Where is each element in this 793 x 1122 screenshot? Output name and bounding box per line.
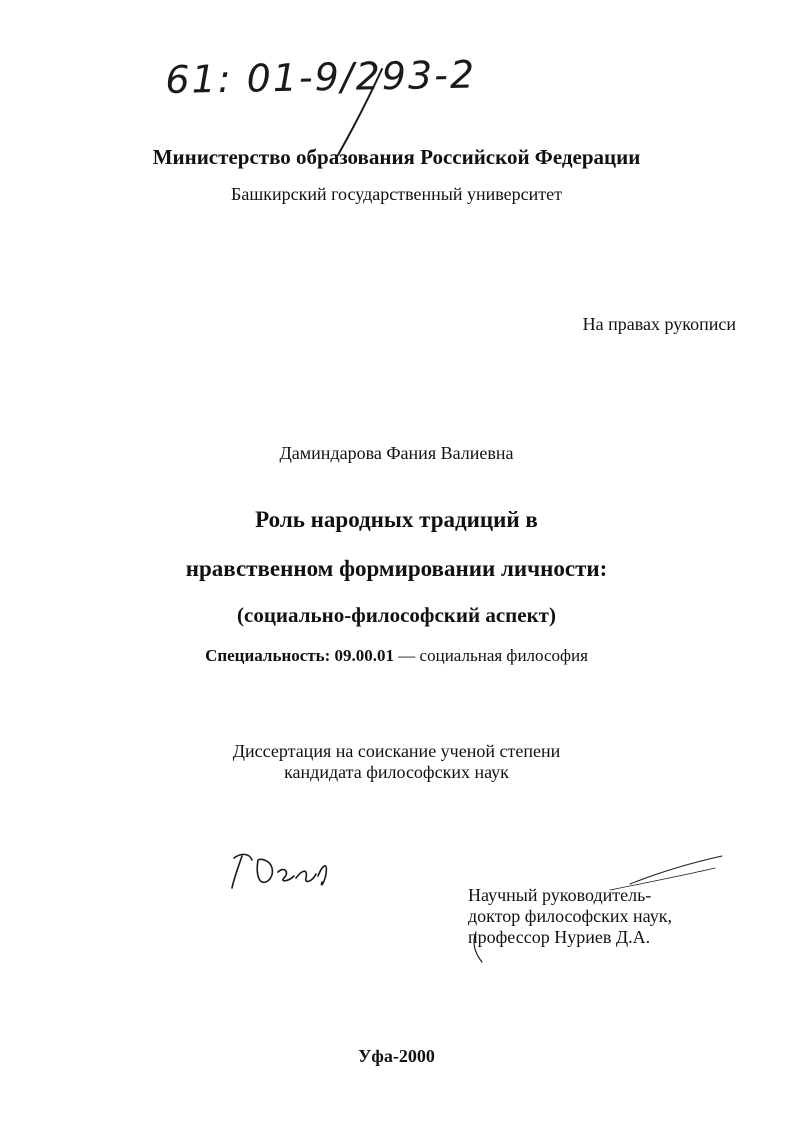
specialty-name: социальная философия [419, 646, 588, 665]
dissertation-line-1: Диссертация на соискание ученой степени [232, 741, 561, 761]
university-name: Башкирский государственный университет [231, 184, 562, 204]
specialty-dash: — [398, 646, 416, 665]
dissertation-line-2: кандидата философских наук [284, 762, 509, 782]
title-line-2: нравственном формировании личности: [185, 556, 608, 581]
specialty-line [0, 646, 793, 666]
author-signature [228, 848, 338, 893]
rights-note: На правах рукописи [582, 314, 736, 334]
ministry-heading: Министерство образования Российской Федерации [152, 145, 641, 169]
supervisor-line-3: профессор Нуриев Д.А. [468, 927, 651, 947]
supervisor-line-2: доктор философских наук, [468, 906, 672, 926]
supervisor-line-1: Научный руководитель- [468, 885, 652, 905]
title-line-1: Роль народных традиций в [255, 507, 538, 532]
manuscript-number: 61: 01-9/293-2 [165, 52, 477, 102]
title-subtitle: (социально-философский аспект) [237, 603, 556, 627]
specialty-code: 09.00.01 [334, 646, 395, 665]
specialty-label: Специальность: [205, 646, 331, 665]
author-name: Даминдарова Фания Валиевна [279, 443, 514, 463]
city-year: Уфа-2000 [358, 1046, 435, 1066]
